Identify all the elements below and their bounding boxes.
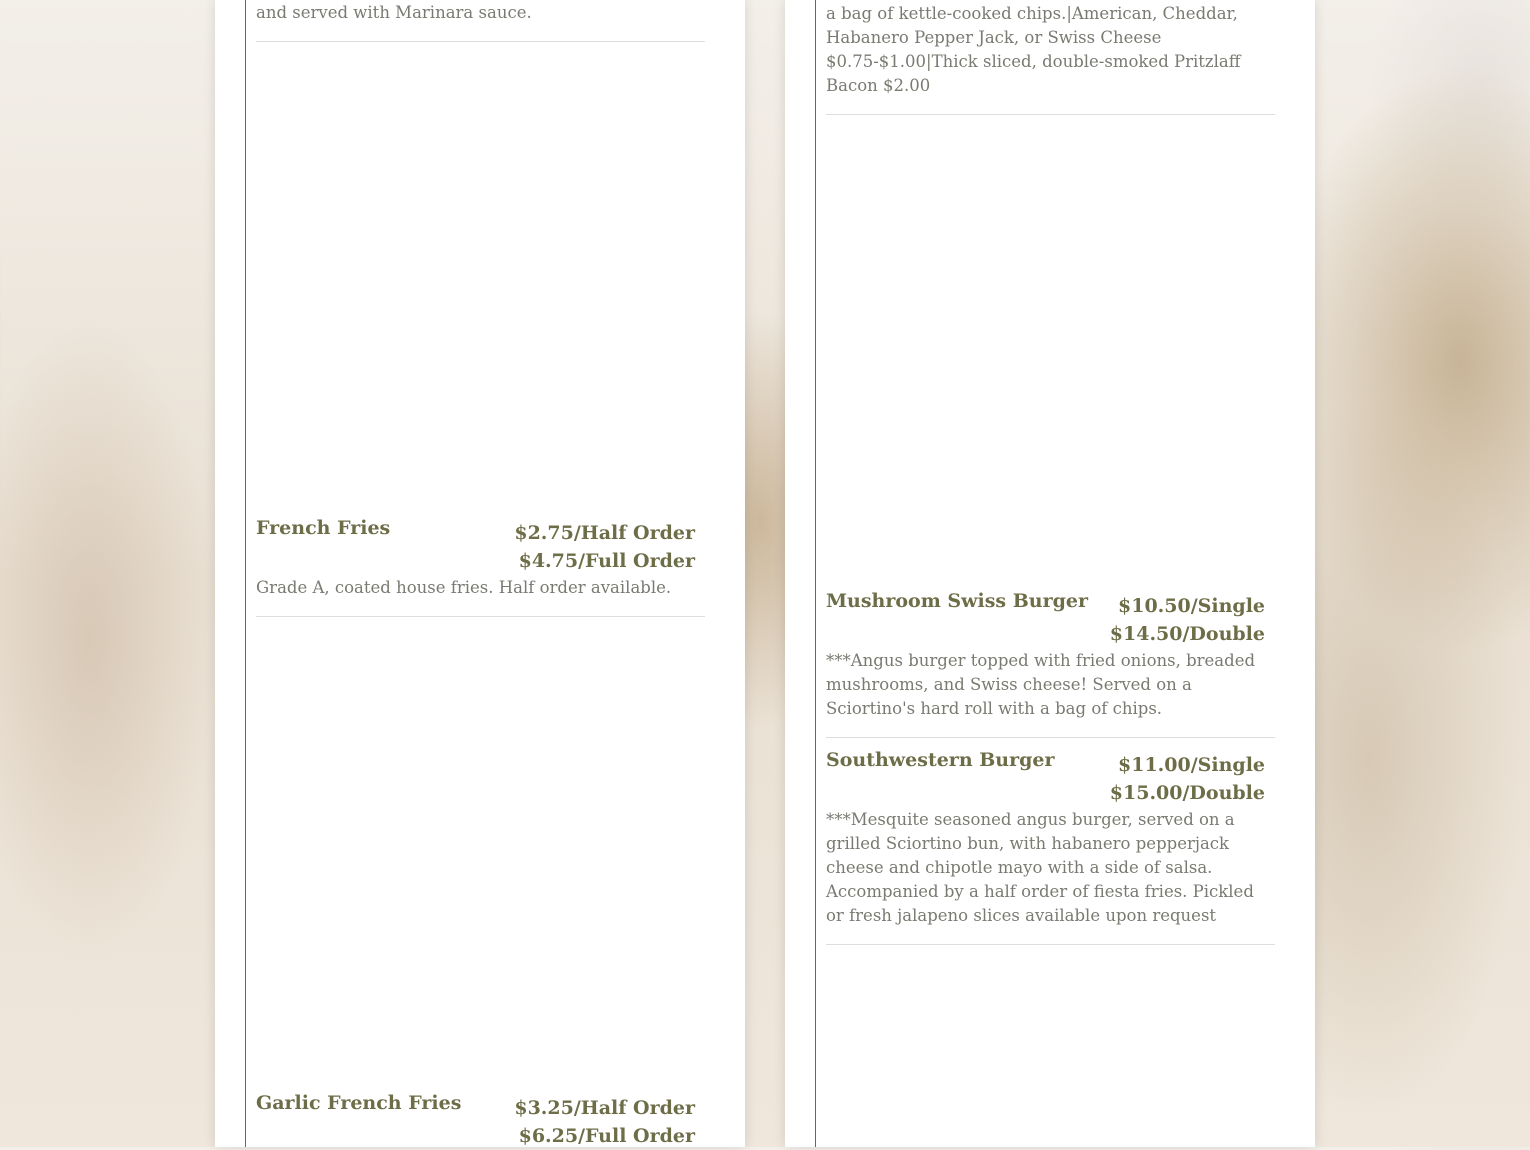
item-price: $10.50/Single: [1118, 595, 1265, 617]
item-name: French Fries: [256, 517, 391, 539]
item-description: [826, 2, 1266, 98]
item-divider: [826, 114, 1275, 115]
item-divider: [256, 616, 705, 617]
item-description: and served with Marinara sauce.: [256, 3, 532, 22]
item-name: Garlic French Fries: [256, 1092, 462, 1114]
item-price: $15.00/Double: [1109, 782, 1265, 804]
menu-item-french-fries[interactable]: [256, 517, 390, 539]
item-price-list: [1005, 592, 1265, 648]
item-price-list: [435, 519, 695, 575]
item-price: $4.75/Full Order: [518, 550, 695, 572]
column-border-line: [245, 0, 246, 1147]
description-line: Bacon $2.00: [826, 76, 931, 95]
item-name: Mushroom Swiss Burger: [826, 590, 1089, 612]
item-price: $3.25/Half Order: [514, 1097, 695, 1119]
item-divider: [256, 41, 705, 42]
description-line: a bag of kettle-cooked chips.|American, Cheddar,: [826, 4, 1238, 23]
description-line: $0.75-$1.00|Thick sliced, double-smoked Pritzlaff: [826, 52, 1241, 71]
item-price: $6.25/Full Order: [518, 1125, 695, 1147]
menu-column-right: [785, 0, 1315, 1147]
column-border-line: [815, 0, 816, 1147]
menu-item-garlic-french-fries[interactable]: [256, 1092, 461, 1114]
menu-column-left: [215, 0, 745, 1147]
item-price-list: [435, 1094, 695, 1150]
item-price: $11.00/Single: [1118, 754, 1265, 776]
item-divider: [826, 944, 1275, 945]
item-description: ***Angus burger topped with fried onions, breaded mushrooms, and Swiss cheese! Served on a Sciortino's hard roll with a bag of chips.: [826, 651, 1256, 718]
item-description: Grade A, coated house fries. Half order available.: [256, 578, 672, 597]
item-price: $2.75/Half Order: [514, 522, 695, 544]
item-description: ***Mesquite seasoned angus burger, served on a grilled Sciortino bun, with habanero pepperjack cheese and chipotle mayo with a side of salsa. Accompanied by a half order of fiesta fries. Pickled or fresh jalapeno slices available upon request: [826, 810, 1254, 925]
item-divider: [826, 737, 1275, 738]
description-line: Habanero Pepper Jack, or Swiss Cheese: [826, 28, 1162, 47]
item-price-list: [1005, 751, 1265, 807]
item-name: Southwestern Burger: [826, 749, 1055, 771]
item-price: $14.50/Double: [1109, 623, 1265, 645]
